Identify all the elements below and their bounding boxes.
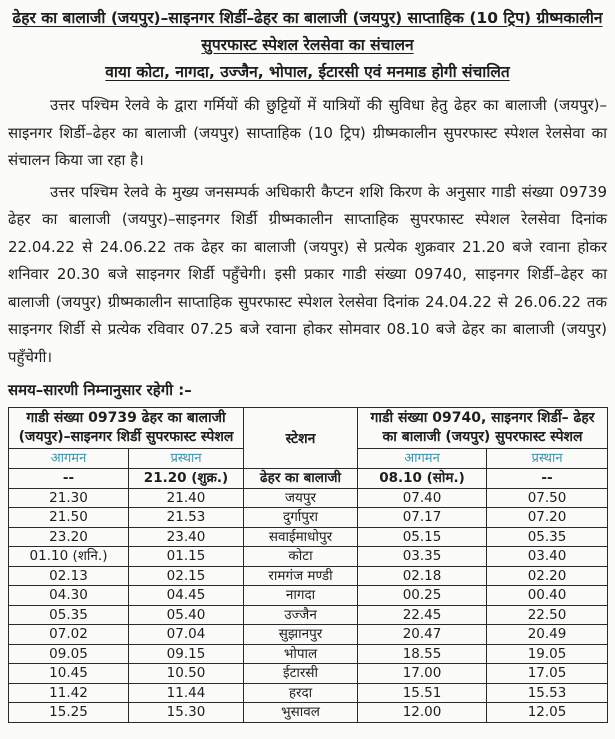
train2-departure-time: 05.35 bbox=[487, 527, 608, 547]
schedule-intro-line: समय–सारणी निम्नानुसार रहेगी :– bbox=[8, 381, 192, 399]
station-name: भोपाल bbox=[244, 644, 358, 664]
timetable-row bbox=[9, 566, 608, 586]
train2-arrival-time: 15.51 bbox=[358, 683, 487, 703]
train1-arrival-time: -- bbox=[9, 469, 129, 489]
station-name: ईटारसी bbox=[244, 664, 358, 684]
title-line-3: वाया कोटा, नागदा, उज्जैन, भोपाल, ईटारसी एवं मनमाड होगी संचालित bbox=[105, 63, 510, 81]
train2-arrival-time: 00.25 bbox=[358, 586, 487, 606]
train1-arrival-time: 05.35 bbox=[9, 605, 129, 625]
train1-header: गाडी संख्या 09739 ढेहर का बालाजी (जयपुर)–साइनगर शिर्डी सुपरफास्ट स्पेशल bbox=[9, 408, 244, 449]
train1-departure-time: 09.15 bbox=[129, 644, 244, 664]
train1-arrival-time: 15.25 bbox=[9, 703, 129, 723]
document-title bbox=[8, 5, 607, 86]
train2-arrival-time: 03.35 bbox=[358, 547, 487, 567]
station-name: भुसावल bbox=[244, 703, 358, 723]
train1-departure-time: 04.45 bbox=[129, 586, 244, 606]
timetable-row bbox=[9, 703, 608, 723]
train1-arrival-time: 01.10 (शनि.) bbox=[9, 547, 129, 567]
train1-departure-time: 07.04 bbox=[129, 625, 244, 645]
train1-arrival-time: 09.05 bbox=[9, 644, 129, 664]
train2-arrival-time: 20.47 bbox=[358, 625, 487, 645]
train1-departure-time: 21.40 bbox=[129, 488, 244, 508]
train2-arrival-time: 18.55 bbox=[358, 644, 487, 664]
train1-departure-time: 11.44 bbox=[129, 683, 244, 703]
timetable-row bbox=[9, 527, 608, 547]
timetable-row bbox=[9, 469, 608, 489]
train1-arrival-time: 02.13 bbox=[9, 566, 129, 586]
train1-departure-header: प्रस्थान bbox=[129, 449, 244, 469]
timetable-row bbox=[9, 508, 608, 528]
station-name: सवाईमाधोपुर bbox=[244, 527, 358, 547]
train1-arrival-header: आगमन bbox=[9, 449, 129, 469]
station-name: ढेहर का बालाजी bbox=[244, 469, 358, 489]
train2-arrival-time: 12.00 bbox=[358, 703, 487, 723]
station-name: कोटा bbox=[244, 547, 358, 567]
timetable-body bbox=[9, 469, 608, 723]
train2-departure-time: -- bbox=[487, 469, 608, 489]
train1-arrival-time: 11.42 bbox=[9, 683, 129, 703]
station-name: उज्जैन bbox=[244, 605, 358, 625]
timetable-row bbox=[9, 488, 608, 508]
train2-departure-time: 20.49 bbox=[487, 625, 608, 645]
train-timetable bbox=[8, 407, 608, 723]
timetable-header bbox=[9, 408, 608, 469]
train1-arrival-time: 07.02 bbox=[9, 625, 129, 645]
timetable-row bbox=[9, 547, 608, 567]
train2-departure-time: 07.50 bbox=[487, 488, 608, 508]
paragraph-intro: उत्तर पश्चिम रेलवे के द्वारा गर्मियों की छुट्टियों में यात्रियों की सुविधा हेतु ढेहर का बालाजी (जयपुर)–साइनगर शिर्डी–ढेहर का बालाजी (जयपुर) साप्ताहिक (10 ट्रिप) ग्रीष्मकालीन सुपरफास्ट स्पेशल रेलसेवा का संचालन किया जा रहा है। bbox=[8, 96, 607, 169]
train1-departure-time: 10.50 bbox=[129, 664, 244, 684]
timetable-row bbox=[9, 586, 608, 606]
train1-departure-time: 02.15 bbox=[129, 566, 244, 586]
train2-departure-time: 02.20 bbox=[487, 566, 608, 586]
timetable-row bbox=[9, 644, 608, 664]
train1-departure-time: 01.15 bbox=[129, 547, 244, 567]
train2-arrival-header: आगमन bbox=[358, 449, 487, 469]
train1-departure-time: 15.30 bbox=[129, 703, 244, 723]
train1-arrival-time: 21.50 bbox=[9, 508, 129, 528]
train2-arrival-time: 05.15 bbox=[358, 527, 487, 547]
train2-arrival-time: 07.17 bbox=[358, 508, 487, 528]
train1-arrival-time: 21.30 bbox=[9, 488, 129, 508]
train2-arrival-time: 02.18 bbox=[358, 566, 487, 586]
station-name: दुर्गापुरा bbox=[244, 508, 358, 528]
train2-departure-time: 07.20 bbox=[487, 508, 608, 528]
station-name: नागदा bbox=[244, 586, 358, 606]
train2-arrival-time: 22.45 bbox=[358, 605, 487, 625]
station-name: हरदा bbox=[244, 683, 358, 703]
train2-departure-time: 00.40 bbox=[487, 586, 608, 606]
train1-arrival-time: 04.30 bbox=[9, 586, 129, 606]
train2-arrival-time: 17.00 bbox=[358, 664, 487, 684]
timetable-row bbox=[9, 683, 608, 703]
train2-departure-time: 15.53 bbox=[487, 683, 608, 703]
paragraph-details: उत्तर पश्चिम रेलवे के मुख्य जनसम्पर्क अधिकारी कैप्टन शशि किरण के अनुसार गाडी संख्या 09739 ढेहर का बालाजी (जयपुर)–साइनगर शिर्डी ग्रीष्मकालीन साप्ताहिक सुपरफास्ट स्पेशल रेलसेवा दिनांक 22.04.22 से 24.06.22 तक ढेहर का बालाजी (जयपुर) से प्रत्येक शुक्रवार 21.20 बजे रवाना होकर शनिवार 20.30 बजे साइनगर शिर्डी पहुँचेगी। इसी प्रकार गाडी संख्या 09740, साइनगर शिर्डी–ढेहर का बालाजी (जयपुर) ग्रीष्मकालीन साप्ताहिक सुपरफास्ट स्पेशल रेलसेवा दिनांक 24.04.22 से 26.06.22 तक साइनगर शिर्डी से प्रत्येक रविवार 07.25 बजे रवाना होकर सोमवार 08.10 बजे ढेहर का बालाजी (जयपुर) पहुँचेगी। bbox=[8, 182, 607, 366]
timetable-row bbox=[9, 664, 608, 684]
train2-departure-time: 03.40 bbox=[487, 547, 608, 567]
station-column-header: स्टेशन bbox=[244, 408, 358, 469]
train2-departure-header: प्रस्थान bbox=[487, 449, 608, 469]
train2-arrival-time: 07.40 bbox=[358, 488, 487, 508]
train2-departure-time: 19.05 bbox=[487, 644, 608, 664]
timetable-row bbox=[9, 605, 608, 625]
title-line-2: सुपरफास्ट स्पेशल रेलसेवा का संचालन bbox=[201, 36, 414, 54]
train1-departure-time: 05.40 bbox=[129, 605, 244, 625]
train2-departure-time: 12.05 bbox=[487, 703, 608, 723]
train2-arrival-time: 08.10 (सोम.) bbox=[358, 469, 487, 489]
train2-header: गाडी संख्या 09740, साइनगर शिर्डी– ढेहर का बालाजी (जयपुर) सुपरफास्ट स्पेशल bbox=[358, 408, 608, 449]
station-name: रामगंज मण्डी bbox=[244, 566, 358, 586]
title-line-1: ढेहर का बालाजी (जयपुर)–साइनगर शिर्डी–ढेहर का बालाजी (जयपुर) साप्ताहिक (10 ट्रिप) ग्रीष्मकालीन bbox=[12, 9, 603, 27]
train1-departure-time: 23.40 bbox=[129, 527, 244, 547]
train2-departure-time: 22.50 bbox=[487, 605, 608, 625]
station-name: सुझानपुर bbox=[244, 625, 358, 645]
train1-arrival-time: 23.20 bbox=[9, 527, 129, 547]
train1-departure-time: 21.20 (शुक्र.) bbox=[129, 469, 244, 489]
timetable-row bbox=[9, 625, 608, 645]
train1-departure-time: 21.53 bbox=[129, 508, 244, 528]
station-name: जयपुर bbox=[244, 488, 358, 508]
train1-arrival-time: 10.45 bbox=[9, 664, 129, 684]
train2-departure-time: 17.05 bbox=[487, 664, 608, 684]
